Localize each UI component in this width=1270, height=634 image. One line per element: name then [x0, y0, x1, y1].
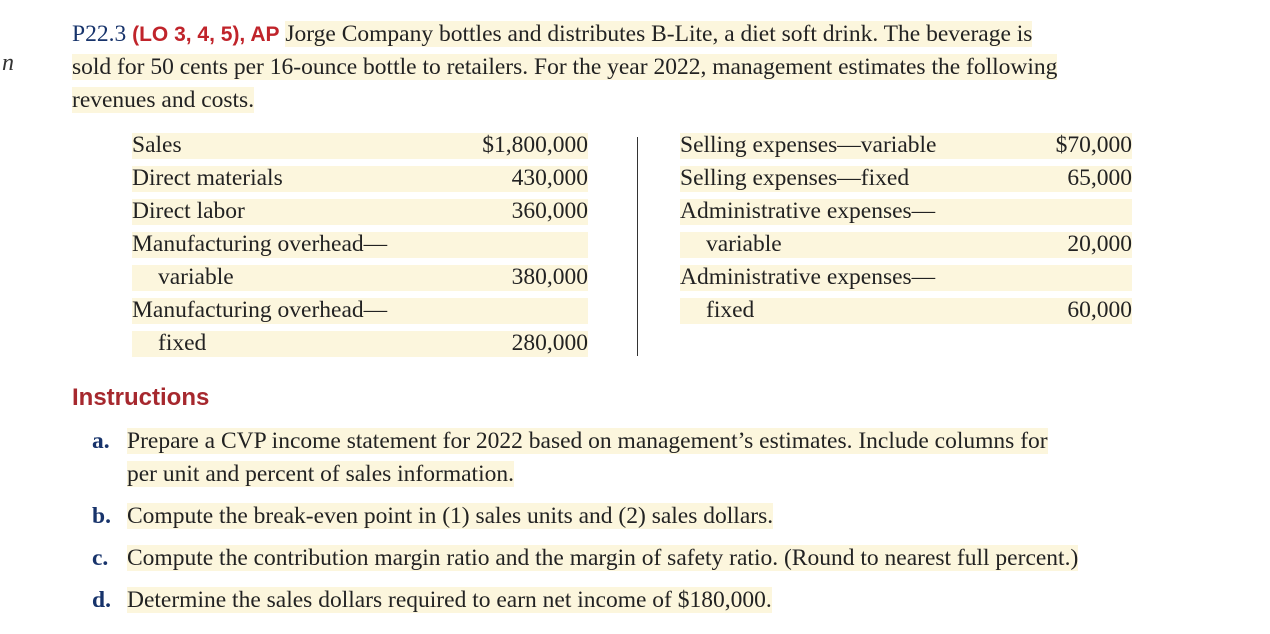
task-letter: a.: [92, 428, 110, 454]
row-label: Manufacturing overhead—: [132, 231, 388, 257]
table-row: [132, 162, 588, 195]
table-row: [132, 327, 588, 360]
table-row: [680, 195, 1132, 228]
table-row: [680, 294, 1132, 327]
row-value: 280,000: [511, 330, 588, 356]
row-value: $1,800,000: [482, 132, 588, 158]
task-text: Determine the sales dollars required to earn net income of $180,000.: [127, 587, 772, 613]
table-row: [132, 129, 588, 162]
row-label: variable: [706, 231, 782, 257]
task-letter: b.: [92, 503, 111, 529]
task-d: [92, 584, 1197, 617]
instructions-heading: Instructions: [72, 384, 210, 411]
revenue-cost-table-right: [680, 129, 1132, 327]
task-letter: d.: [92, 587, 111, 613]
row-label: Manufacturing overhead—: [132, 297, 388, 323]
row-label: Administrative expenses—: [680, 198, 936, 224]
row-value: 20,000: [1067, 231, 1132, 257]
row-label: Administrative expenses—: [680, 264, 936, 290]
row-label: variable: [158, 264, 234, 290]
problem-text-line-3: revenues and costs.: [72, 87, 255, 113]
task-c: [92, 542, 1197, 575]
row-label: Selling expenses—variable: [680, 132, 937, 158]
row-value: 60,000: [1067, 297, 1132, 323]
row-label: Selling expenses—fixed: [680, 165, 910, 191]
task-text: Compute the break-even point in (1) sales units and (2) sales dollars.: [127, 503, 774, 529]
row-label: fixed: [158, 330, 207, 356]
row-label: Direct labor: [132, 198, 245, 224]
table-row: [680, 129, 1132, 162]
row-value: $70,000: [1055, 132, 1132, 158]
row-label: Sales: [132, 132, 182, 158]
margin-mark: n: [2, 50, 14, 76]
row-value: 65,000: [1067, 165, 1132, 191]
row-label: fixed: [706, 297, 755, 323]
problem-text-line-1: Jorge Company bottles and distributes B-Lite, a diet soft drink. The beverage is: [285, 21, 1033, 47]
table-row: [132, 294, 588, 327]
row-value: 430,000: [511, 165, 588, 191]
task-text: Prepare a CVP income statement for 2022 based on management’s estimates. Include columns for: [127, 428, 1048, 454]
task-text: per unit and percent of sales information.: [127, 461, 514, 487]
task-text: Compute the contribution margin ratio and the margin of safety ratio. (Round to nearest full percent.): [127, 545, 1079, 571]
learning-objectives: (LO 3, 4, 5), AP: [132, 23, 280, 46]
problem-text-line-2: sold for 50 cents per 16-ounce bottle to retailers. For the year 2022, management estimates the following: [72, 54, 1058, 80]
table-row: [680, 228, 1132, 261]
task-a: [92, 425, 1197, 491]
table-row: [680, 261, 1132, 294]
table-row: [132, 261, 588, 294]
row-value: 360,000: [511, 198, 588, 224]
row-label: Direct materials: [132, 165, 283, 191]
table-divider: [637, 137, 638, 356]
task-letter: c.: [92, 545, 109, 571]
row-value: 380,000: [511, 264, 588, 290]
table-row: [680, 162, 1132, 195]
problem-statement: [72, 18, 1197, 117]
problem-number: P22.3: [72, 21, 127, 47]
instructions-list: [92, 425, 1197, 626]
revenue-cost-table-left: [132, 129, 588, 360]
table-row: [132, 195, 588, 228]
task-b: [92, 500, 1197, 533]
table-row: [132, 228, 588, 261]
